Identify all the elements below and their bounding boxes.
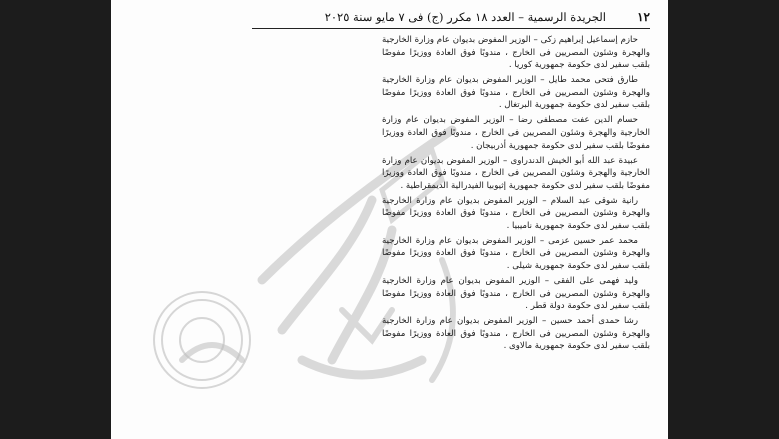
decree-entry: رشا حمدى أحمد حسين – الوزير المفوض بديوان عام وزارة الخارجية والهجرة وشئون المصريين فى الخارج ، مندوبًا فوق العادة ووزيرًا مفوضًا بلقب سفير لدى حكومة جمهورية مالاوى . bbox=[382, 316, 650, 352]
decree-entry: طارق فتحى محمد طايل – الوزير المفوض بديوان عام وزارة الخارجية والهجرة وشئون المصريين فى الخارج ، مندوبًا فوق العادة ووزيرًا مفوضًا بلقب سفير لدى حكومة جمهورية البرتغال . bbox=[382, 75, 650, 111]
document-page[interactable] bbox=[112, 0, 667, 439]
decree-entry: حسام الدين عفت مصطفى رضا – الوزير المفوض بديوان عام وزارة الخارجية والهجرة وشئون المصريين فى الخارج ، مندوبًا فوق العادة ووزيرًا مفوضًا بلقب سفير لدى حكومة جمهورية أذربيجان . bbox=[382, 115, 650, 151]
decree-entry: عبيدة عبد الله أبو الخيش الدندراوى – الوزير المفوض بديوان عام وزارة الخارجية والهجرة وشئون المصريين فى الخارج ، مندوبًا فوق العادة ووزيرًا مفوضًا بلقب سفير لدى حكومة جمهورية إثيوبيا الفيدرالية الديمقراطية . bbox=[382, 155, 650, 191]
header-divider bbox=[252, 28, 650, 29]
decree-entry: رانية شوقى عبد السلام – الوزير المفوض بديوان عام وزارة الخارجية والهجرة وشئون المصريين فى الخارج ، مندوبًا فوق العادة ووزيرًا مفوضًا بلقب سفير لدى حكومة جمهورية ناميبيا . bbox=[382, 195, 650, 231]
decree-entry: محمد عمر حسين عزمى – الوزير المفوض بديوان عام وزارة الخارجية والهجرة وشئون المصريين فى الخارج ، مندوبًا فوق العادة ووزيرًا مفوضًا بلقب سفير لدى حكومة جمهورية شيلى . bbox=[382, 235, 650, 272]
decree-entries bbox=[382, 34, 650, 355]
page-header bbox=[252, 8, 650, 28]
decree-entry: وليد فهمى على الفقى – الوزير المفوض بديوان عام وزارة الخارجية والهجرة وشئون المصريين فى الخارج ، مندوبًا فوق العادة ووزيرًا مفوضًا بلقب سفير لدى حكومة دولة قطر . bbox=[382, 276, 650, 312]
gazette-header-title: الجريدة الرسمية – العدد ١٨ مكرر (ج) فى ٧ مايو سنة ٢٠٢٥ bbox=[324, 10, 606, 24]
right-letterbox-bar bbox=[668, 0, 779, 439]
left-letterbox-bar bbox=[0, 0, 111, 439]
decree-entry: حازم إسماعيل إبراهيم زكى – الوزير المفوض بديوان عام وزارة الخارجية والهجرة وشئون المصريين فى الخارج ، مندوبًا فوق العادة ووزيرًا مفوضًا بلقب سفير لدى حكومة جمهورية كوريا . bbox=[382, 35, 650, 71]
page-number: ١٢ bbox=[637, 10, 650, 24]
